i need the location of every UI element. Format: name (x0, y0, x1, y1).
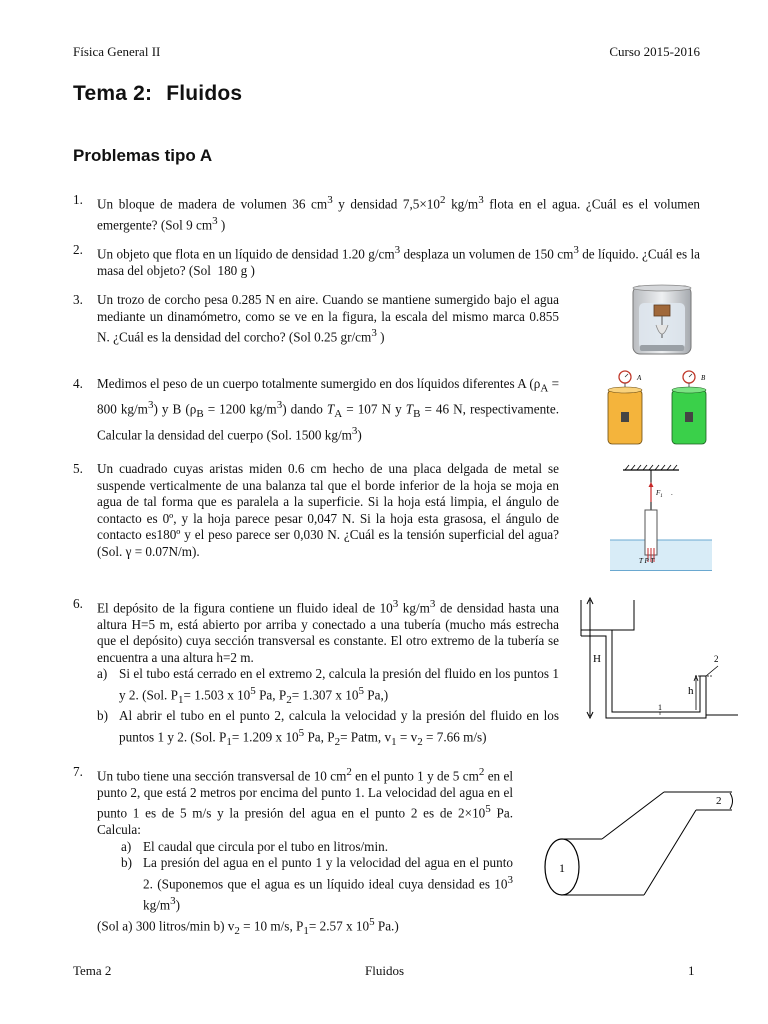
footer-center: Fluidos (365, 963, 405, 978)
problem-4 (73, 376, 559, 444)
label-H: H (593, 653, 601, 665)
subquestion-text: El caudal que circula por el tubo en litros/min. (143, 838, 388, 854)
subquestion-b (121, 855, 513, 913)
problem-number: 4. (73, 376, 83, 391)
problem-number: 2. (73, 242, 83, 257)
footer-left: Tema 2 (73, 963, 112, 978)
label-point-2: 2 (716, 795, 722, 807)
subquestion-text: Al abrir el tubo en el punto 2, calcula la velocidad y la presión del fluido en los puntos 1 y 2. (Sol. $P_1= 1.209$ x $10^5$ Pa, $P_2=$ Patm, $v_1 = v_2 = 7.66$ m/s) (119, 708, 559, 748)
label-h: h (688, 685, 694, 697)
page-title (73, 82, 242, 106)
tank-pipe-figure (578, 594, 740, 722)
subquestion-label: b) (97, 708, 108, 724)
subquestion-label: b) (121, 855, 132, 871)
bottom-forces-label: T P T (639, 557, 655, 565)
force-label: $F_1$ (656, 489, 663, 499)
problem-statement: El depósito de la figura contiene un fluido ideal de $10^3$ $kg/m^3$ de densidad hasta una altura H=5 m, está abierto por arriba y conectado a una tubería (mucho más estrecha que el depósito) cuya sección transversal es constante. El otro extremo de la tubería se encuentra a una altura h=2 m. (97, 598, 559, 665)
problem-number: 6. (73, 596, 83, 611)
subquestion-a (97, 666, 559, 708)
problem-text: Un bloque de madera de volumen 36 $cm^3$ y densidad $7,5\times 10^2$ $kg/m^3$ flota en el agua. ¿Cuál es el volumen emergente? (Sol 9 $cm^3$ ) (97, 194, 701, 233)
title-topic: Fluidos (166, 82, 243, 105)
problem-text (97, 596, 559, 750)
problem-2 (73, 242, 700, 279)
section-title: Problemas tipo A (73, 146, 213, 165)
svg-text:.: . (671, 489, 673, 497)
beaker-cork-figure (630, 283, 694, 357)
problem-text: Un cuadrado cuyas aristas miden 0.6 cm hecho de una placa delgada de metal se suspende verticalmente de una balanza tal que el borde inferior de la hoja se moja en agua de tal forma que es paralela a la superficie. Si la hoja está limpia, el ángulo de contacto es 0º, y la hoja parece pesar 0,047 N. Si la hoja esta grasosa, el ángulo de contacto es180º y el peso parece ser 0,030 N. ¿Cuál es la tensión superficial del agua? (Sol. γ = 0.07N/m). (97, 461, 559, 559)
problem-number: 3. (73, 292, 83, 307)
problem-1 (73, 192, 700, 234)
header-year: Curso 2015-2016 (609, 44, 700, 59)
surface-tension-figure (605, 462, 720, 574)
problem-7 (73, 764, 513, 939)
page-number: 1 (688, 963, 695, 978)
label-b: B (701, 374, 706, 382)
problem-3 (73, 292, 559, 346)
problem-number: 7. (73, 764, 83, 779)
inclined-pipe-figure (540, 782, 740, 897)
problem-number: 1. (73, 192, 83, 207)
solution-text: (Sol a) 300 litros/min b) $v_2 = 10$ m/s, $P_1= 2.57$ x $10^5$ Pa.) (97, 915, 399, 937)
subquestion-text: La presión del agua en el punto 1 y la velocidad del agua en el punto 2. (Suponemos que el agua es un líquido ideal cuya densidad es $10^3$ $kg/m^3$) (143, 855, 513, 913)
two-liquids-figure (603, 368, 718, 448)
header-course: Física General II (73, 44, 161, 59)
label-point-2: 2 (714, 654, 719, 664)
subquestion-b (97, 708, 559, 750)
label-point-1: 1 (559, 861, 565, 875)
title-tema: Tema 2: (73, 82, 153, 105)
subquestion-text: Si el tubo está cerrado en el extremo 2, calcula la presión del fluido en los puntos 1 y 2. (Sol. $P_1= 1.503$ x $10^5$ Pa, $P_2= 1.307$ x $10^5$ Pa,) (119, 666, 559, 706)
subquestion-label: a) (121, 838, 132, 854)
label-point-1: 1 (658, 703, 662, 712)
problem-statement: Un tubo tiene una sección transversal de 10 $cm^2$ en el punto 1 y de 5 $cm^2$ en el punto 2, que está 2 metros por encima del punto 1. La velocidad del agua en el punto 1 es de 5 m/s y la presión del agua en el punto 2 es de $2\times 10^5$ Pa. Calcula: (97, 766, 513, 838)
subquestion-label: a) (97, 666, 108, 682)
label-a: A (637, 374, 642, 382)
problem-text: Medimos el peso de un cuerpo totalmente sumergido en dos líquidos diferentes A ($\rho_A = 800$ $kg/m^3$) y B ($\rho_B = 1200$ $kg/m^3$) dando $T_A = 107$ N y $T_B = 46$ N, respectivamente. Calcular la densidad del cuerpo (Sol. 1500 $kg/m^3$) (97, 376, 560, 443)
problem-number: 5. (73, 461, 83, 476)
problem-6 (73, 596, 559, 750)
problem-text: Un objeto que flota en un líquido de densidad 1.20 $g/cm^3$ desplaza un volumen de 150 $cm^3$ de líquido. ¿Cuál es la masa del objeto? (Sol 180 g ) (97, 244, 700, 278)
problem-5 (73, 461, 559, 560)
problem-text: Un trozo de corcho pesa 0.285 N en aire. Cuando se mantiene sumergido bajo el agua mediante un dinamómetro, como se ve en la figura, la escala del mismo marca 0.855 N. ¿Cuál es la densidad del corcho? (Sol 0.25 $gr/cm^3$ ) (97, 292, 559, 345)
problem-text (97, 764, 513, 939)
subquestion-a (121, 839, 513, 856)
